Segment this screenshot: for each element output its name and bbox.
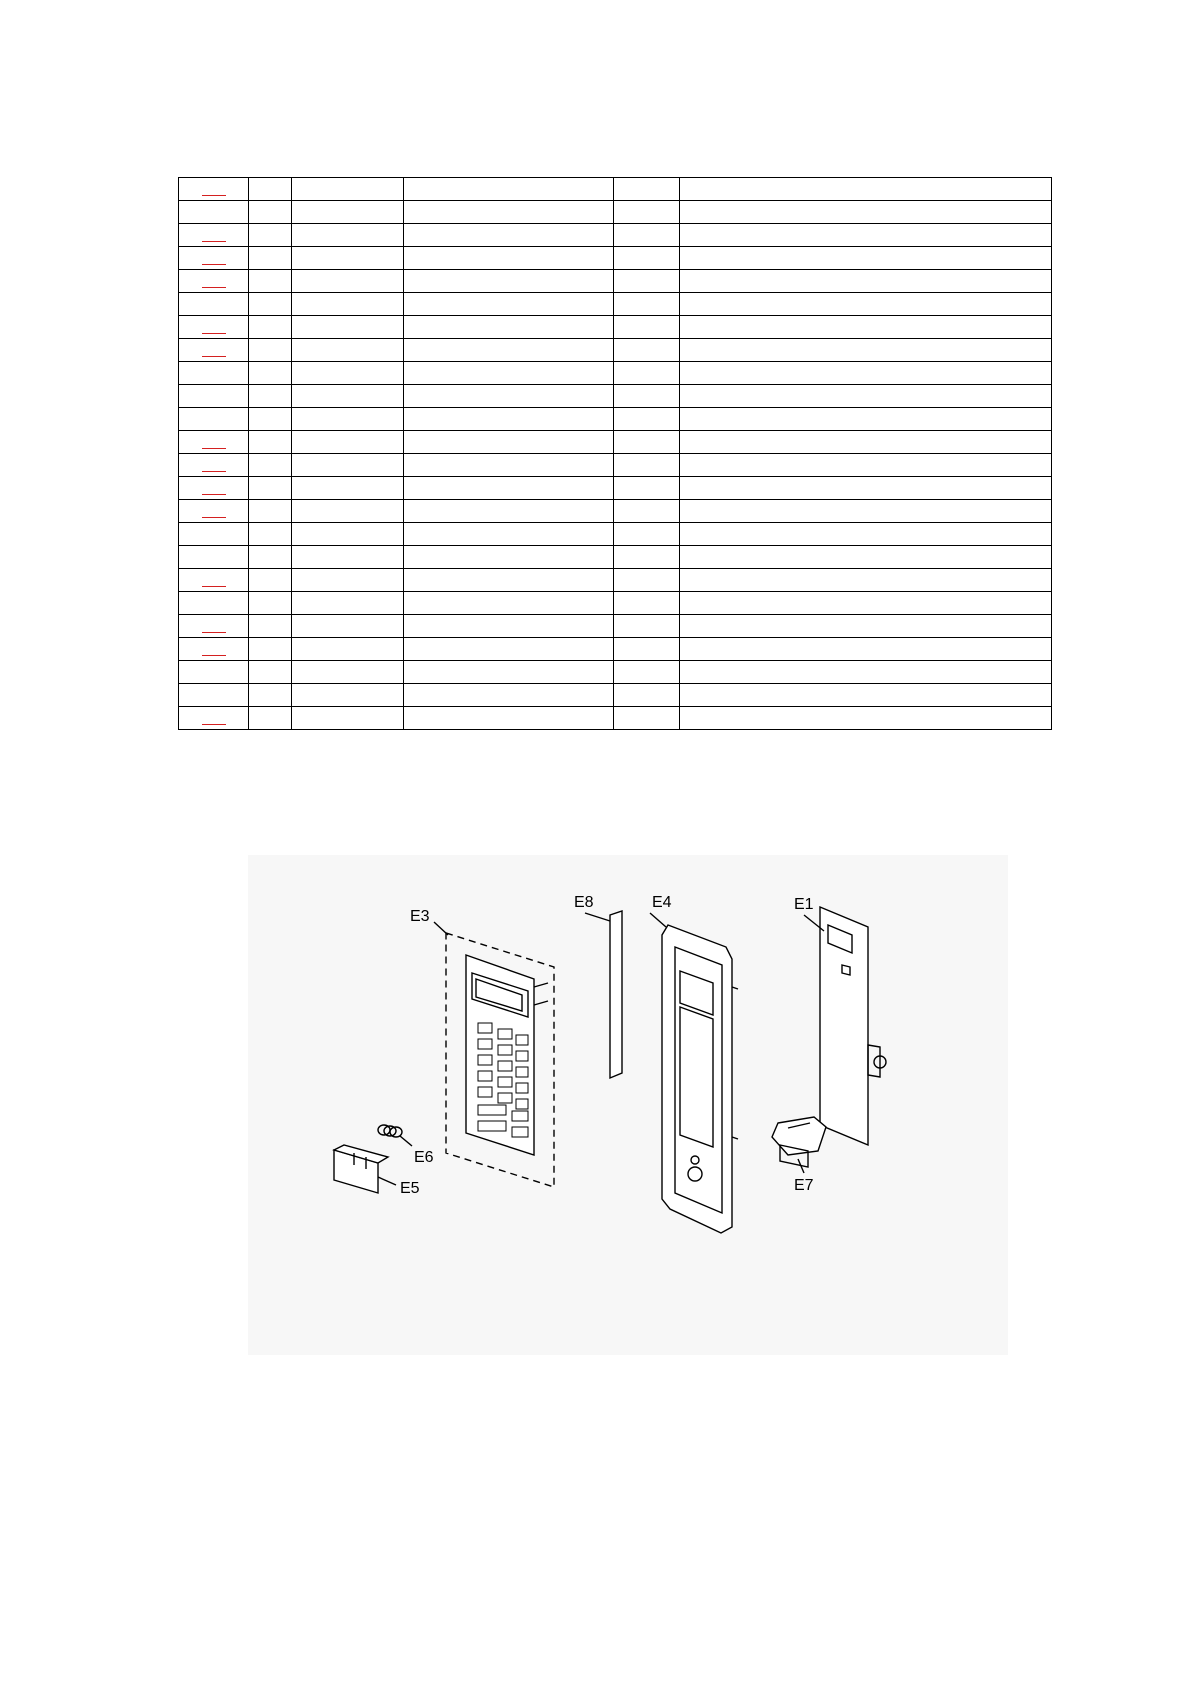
table-cell (292, 247, 404, 270)
red-underline-mark (202, 333, 226, 334)
table-cell (404, 523, 614, 546)
table-cell (292, 592, 404, 615)
table-cell (292, 477, 404, 500)
e3-keypad-assembly-part (434, 922, 554, 1187)
table-cell (614, 523, 680, 546)
table-row (179, 546, 1052, 569)
table-row (179, 477, 1052, 500)
table-cell (404, 385, 614, 408)
table-cell (680, 316, 1052, 339)
table-cell (680, 362, 1052, 385)
table-cell (404, 661, 614, 684)
table-row (179, 431, 1052, 454)
table-cell (179, 569, 249, 592)
e6-spring-part (378, 1125, 412, 1146)
callout-e4: E4 (652, 894, 672, 911)
red-underline-mark (202, 586, 226, 587)
table-cell (680, 385, 1052, 408)
table-cell (680, 454, 1052, 477)
table-cell (614, 454, 680, 477)
table-cell (249, 316, 292, 339)
table-cell (179, 707, 249, 730)
table-cell (404, 500, 614, 523)
table-cell (179, 201, 249, 224)
table-cell (249, 546, 292, 569)
table-cell (179, 684, 249, 707)
table-cell (249, 178, 292, 201)
table-cell (404, 201, 614, 224)
table-cell (292, 270, 404, 293)
table-cell (404, 546, 614, 569)
table-cell (680, 661, 1052, 684)
table-cell (614, 178, 680, 201)
table-cell (179, 293, 249, 316)
table-cell (292, 385, 404, 408)
table-cell (404, 293, 614, 316)
table-cell (249, 500, 292, 523)
table-cell (292, 500, 404, 523)
table-cell (292, 316, 404, 339)
callout-e6: E6 (414, 1149, 434, 1166)
table-cell (404, 707, 614, 730)
callout-e8: E8 (574, 894, 594, 911)
table-cell (292, 201, 404, 224)
table-cell (614, 293, 680, 316)
table-cell (249, 454, 292, 477)
e8-sheet-part (585, 911, 622, 1078)
table-cell (404, 316, 614, 339)
table-cell (680, 431, 1052, 454)
red-underline-mark (202, 241, 226, 242)
table-row (179, 500, 1052, 523)
table-cell (404, 592, 614, 615)
table-cell (179, 500, 249, 523)
table-cell (249, 247, 292, 270)
table-cell (179, 431, 249, 454)
table-row (179, 178, 1052, 201)
table-cell (614, 385, 680, 408)
table-row (179, 270, 1052, 293)
table-cell (404, 431, 614, 454)
table-cell (404, 178, 614, 201)
table-cell (404, 454, 614, 477)
table-cell (249, 661, 292, 684)
table-row (179, 615, 1052, 638)
red-underline-mark (202, 195, 226, 196)
table-cell (680, 523, 1052, 546)
table-row (179, 224, 1052, 247)
red-underline-mark (202, 655, 226, 656)
table-cell (179, 638, 249, 661)
table-cell (404, 270, 614, 293)
table-cell (680, 339, 1052, 362)
table-row (179, 569, 1052, 592)
table-cell (179, 316, 249, 339)
table-cell (179, 362, 249, 385)
table-cell (680, 569, 1052, 592)
table-cell (292, 362, 404, 385)
table-cell (292, 638, 404, 661)
table-cell (614, 477, 680, 500)
table-cell (249, 592, 292, 615)
table-cell (614, 431, 680, 454)
table-cell (680, 546, 1052, 569)
table-row (179, 684, 1052, 707)
parts-table (178, 177, 1052, 730)
red-underline-mark (202, 471, 226, 472)
callout-e5: E5 (400, 1180, 420, 1197)
callout-e7: E7 (794, 1177, 814, 1194)
table-cell (179, 408, 249, 431)
table-cell (249, 431, 292, 454)
red-underline-mark (202, 632, 226, 633)
table-cell (614, 500, 680, 523)
red-underline-mark (202, 494, 226, 495)
table-cell (404, 684, 614, 707)
table-row (179, 638, 1052, 661)
table-cell (249, 362, 292, 385)
table-row (179, 339, 1052, 362)
table-cell (292, 707, 404, 730)
table-cell (249, 523, 292, 546)
table-cell (249, 293, 292, 316)
table-cell (249, 615, 292, 638)
table-row (179, 362, 1052, 385)
table-cell (680, 684, 1052, 707)
table-cell (404, 339, 614, 362)
table-cell (179, 224, 249, 247)
table-cell (680, 247, 1052, 270)
table-cell (680, 408, 1052, 431)
table-row (179, 707, 1052, 730)
red-underline-mark (202, 287, 226, 288)
table-cell (179, 270, 249, 293)
table-cell (680, 293, 1052, 316)
table-cell (614, 270, 680, 293)
e7-switch-bracket-part (772, 1117, 826, 1173)
table-cell (292, 684, 404, 707)
table-cell (614, 638, 680, 661)
table-cell (249, 224, 292, 247)
table-cell (614, 661, 680, 684)
table-cell (614, 339, 680, 362)
table-cell (680, 707, 1052, 730)
table-cell (292, 454, 404, 477)
e5-push-button-part (334, 1145, 396, 1193)
callout-e3: E3 (410, 908, 430, 925)
exploded-view-diagram (248, 855, 1008, 1355)
table-cell (179, 546, 249, 569)
table-cell (249, 385, 292, 408)
table-cell (680, 224, 1052, 247)
e1-control-board-part (804, 907, 886, 1145)
table-cell (249, 339, 292, 362)
table-cell (292, 293, 404, 316)
table-cell (249, 408, 292, 431)
table-cell (614, 316, 680, 339)
table-cell (404, 247, 614, 270)
red-underline-mark (202, 517, 226, 518)
table-cell (614, 546, 680, 569)
red-underline-mark (202, 356, 226, 357)
table-row (179, 523, 1052, 546)
table-cell (179, 339, 249, 362)
table-cell (179, 615, 249, 638)
table-row (179, 293, 1052, 316)
table-cell (292, 615, 404, 638)
table-row (179, 201, 1052, 224)
red-underline-mark (202, 448, 226, 449)
table-row (179, 247, 1052, 270)
table-cell (614, 592, 680, 615)
table-cell (249, 684, 292, 707)
table-cell (179, 385, 249, 408)
red-underline-mark (202, 264, 226, 265)
table-row (179, 454, 1052, 477)
table-cell (404, 224, 614, 247)
table-cell (249, 270, 292, 293)
table-cell (680, 592, 1052, 615)
table-cell (249, 569, 292, 592)
callout-e1: E1 (794, 896, 814, 913)
table-cell (292, 661, 404, 684)
table-cell (179, 454, 249, 477)
table-cell (292, 431, 404, 454)
table-cell (680, 270, 1052, 293)
table-cell (179, 523, 249, 546)
table-cell (404, 569, 614, 592)
table-cell (404, 362, 614, 385)
table-cell (680, 615, 1052, 638)
table-cell (292, 569, 404, 592)
table-cell (179, 178, 249, 201)
table-cell (292, 523, 404, 546)
table-cell (680, 178, 1052, 201)
table-cell (614, 684, 680, 707)
table-cell (292, 339, 404, 362)
table-cell (614, 201, 680, 224)
table-cell (404, 408, 614, 431)
table-cell (680, 500, 1052, 523)
table-cell (179, 592, 249, 615)
red-underline-mark (202, 724, 226, 725)
table-cell (680, 477, 1052, 500)
table-cell (249, 201, 292, 224)
table-cell (249, 638, 292, 661)
table-cell (179, 661, 249, 684)
table-row (179, 661, 1052, 684)
parts-table-body (179, 178, 1052, 730)
table-cell (292, 546, 404, 569)
e4-control-frame-part (650, 913, 738, 1233)
table-cell (179, 247, 249, 270)
table-cell (614, 569, 680, 592)
table-row (179, 408, 1052, 431)
table-cell (404, 477, 614, 500)
table-row (179, 592, 1052, 615)
table-cell (292, 408, 404, 431)
table-row (179, 316, 1052, 339)
table-cell (292, 224, 404, 247)
table-cell (614, 247, 680, 270)
table-cell (249, 707, 292, 730)
table-cell (249, 477, 292, 500)
table-cell (614, 362, 680, 385)
table-cell (292, 178, 404, 201)
table-cell (614, 408, 680, 431)
table-cell (614, 707, 680, 730)
table-cell (404, 638, 614, 661)
table-row (179, 385, 1052, 408)
table-cell (680, 201, 1052, 224)
table-cell (614, 224, 680, 247)
table-cell (404, 615, 614, 638)
table-cell (179, 477, 249, 500)
table-cell (614, 615, 680, 638)
table-cell (680, 638, 1052, 661)
